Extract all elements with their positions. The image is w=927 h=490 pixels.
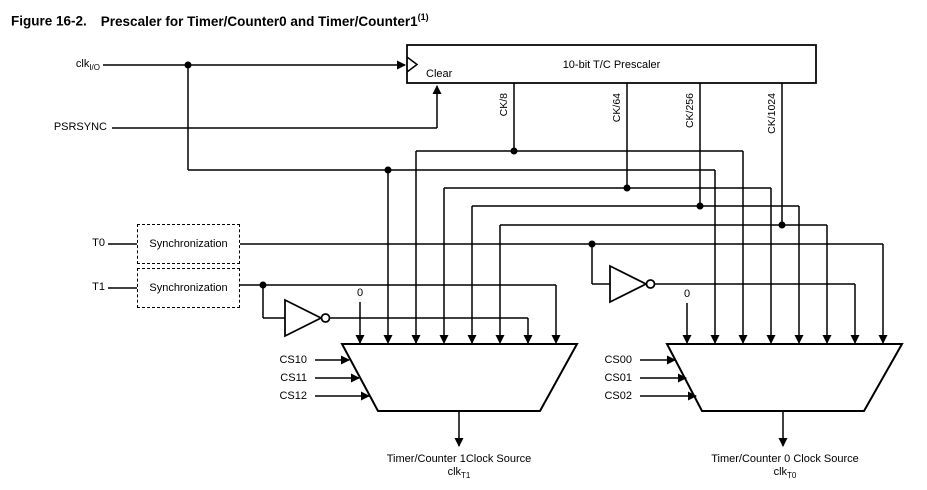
psrsync-label: PSRSYNC	[53, 121, 107, 133]
junction-dot	[185, 62, 192, 69]
tap-label-ck256: CK/256	[684, 93, 696, 129]
output-label-t0-line1: Timer/Counter 0 Clock Source	[711, 453, 859, 465]
junction-dot	[697, 203, 704, 210]
tap-label-ck64: CK/64	[611, 93, 623, 123]
t1-pin-label: T1	[92, 281, 105, 293]
mux-output-arrows	[459, 411, 783, 446]
junction-dot	[260, 282, 267, 289]
ck256-net	[472, 83, 799, 343]
sync-box-t1-label: Synchronization	[149, 282, 228, 294]
junction-dot	[624, 185, 631, 192]
output-label-t0	[675, 453, 895, 482]
tap-label-ck1024: CK/1024	[766, 93, 778, 134]
zero-label-left: 0	[356, 287, 364, 299]
cs11-label: CS11	[280, 372, 307, 384]
cs00-label: CS00	[604, 354, 632, 366]
clk-io-base: clk	[75, 58, 90, 70]
figure-number: Figure 16-2.	[11, 13, 87, 29]
ck64-net	[444, 83, 771, 343]
sync-box-t0-label: Synchronization	[149, 238, 228, 250]
sync-box-t1	[137, 268, 240, 308]
mux-t0	[667, 344, 902, 411]
t0-pin-label: T0	[92, 237, 105, 249]
inverter-t1-bubble	[322, 314, 330, 322]
zero-input-arrows	[360, 302, 687, 343]
prescaler-label: 10-bit T/C Prescaler	[562, 59, 661, 71]
sync-box-t0	[137, 224, 240, 264]
output-label-t1	[349, 453, 569, 482]
footnote-ref: (1)	[417, 12, 429, 22]
clk-io-subscript: I/O	[89, 63, 100, 72]
inverter-t1-gate	[285, 300, 321, 336]
output-label-t0-line2	[675, 466, 895, 482]
mux-t1	[342, 344, 577, 411]
clear-label: Clear	[426, 68, 453, 80]
junction-dot	[779, 222, 786, 229]
zero-label-right: 0	[683, 288, 691, 300]
figure-title-text: Prescaler for Timer/Counter0 and Timer/Counter1	[100, 13, 418, 29]
cs12-label: CS12	[279, 390, 307, 402]
cs01-label: CS01	[604, 372, 632, 384]
clk-io-label	[58, 58, 100, 74]
cs02-label: CS02	[604, 390, 632, 402]
junction-dot	[589, 241, 596, 248]
inverter-t0-bubble	[647, 280, 655, 288]
tap-label-ck8: CK/8	[498, 93, 510, 117]
clk-t1-base: clk	[447, 466, 462, 478]
inverter-t0-gate	[610, 266, 646, 302]
cs10-label: CS10	[279, 354, 307, 366]
output-label-t1-line2	[349, 466, 569, 482]
clk-t1-subscript: T1	[461, 471, 471, 480]
junction-dot	[385, 167, 392, 174]
clk-t0-base: clk	[773, 466, 788, 478]
psrsync-net	[112, 86, 437, 128]
output-label-t1-line1: Timer/Counter 1Clock Source	[386, 453, 532, 465]
clk-t0-subscript: T0	[787, 471, 797, 480]
figure-title	[11, 12, 429, 29]
junction-dot	[511, 148, 518, 155]
